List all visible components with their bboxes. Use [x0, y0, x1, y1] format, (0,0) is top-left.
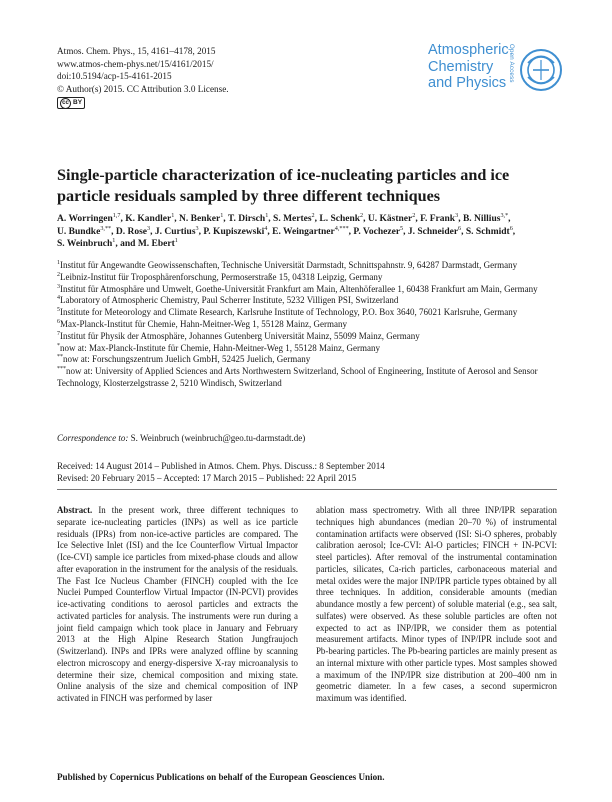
- author-separator: , and: [115, 239, 138, 249]
- author-affiliation-mark: 3,**: [100, 224, 112, 232]
- author-separator: ,: [458, 214, 463, 224]
- copyright-line: © Author(s) 2015. CC Attribution 3.0 License.: [57, 83, 229, 94]
- author-separator: ,: [403, 226, 408, 237]
- author-separator: ,: [198, 226, 204, 237]
- brand-line-1: Atmospheric: [428, 42, 509, 58]
- dates-line-1: Received: 14 August 2014 – Published in Atmos. Chem. Phys. Discuss.: 8 September 2014: [57, 461, 385, 471]
- author-name: F. Frank$^3$: [420, 211, 459, 224]
- author-separator: ,: [512, 226, 516, 237]
- author-separator: ,: [174, 214, 180, 224]
- author-name: J. Curtius$^3$: [154, 224, 199, 237]
- abstract-text-2: ablation mass spectrometry. With all three INP/IPR separation techniques high abundances (median 20–70 %) of instrumental contamination artifacts were observed (ISI: Si-O spheres, probably calibration aerosol; Ice-CVI: Al-O particles; FINCH + IN-PCVI: steel particles). After removal of the instrumental contamination particles, silicates, Ca-rich particles, carbonaceous material and metal oxides were the major INP/IPR particle types obtained by all three techniques. In addition, considerable amounts (median abundance mostly a few percent) of soluble material (e.g., sea salt, sulfates) were observed. As these soluble particles are often not expected to act as INP/IPR, we consider them as potential measurement artifacts. Minor types of INP/IPR include soot and Pb-bearing particles. The Pb-bearing particles are mainly present as an internal mixture with other particle types. Most samples showed a maximum of the INP/IPR size distribution at 200–400 nm in geometric diameter. In a few cases, a second supermicron maximum was identified.: [316, 505, 557, 703]
- author-separator: ,: [508, 214, 511, 224]
- author-name: M. Ebert$^1$: [137, 236, 178, 249]
- author-affiliation-mark: 6: [458, 224, 462, 232]
- correspondence: [57, 432, 305, 444]
- author-name: P. Vochezer$^5$: [353, 224, 404, 237]
- affiliation-mark: **: [57, 354, 63, 361]
- author-affiliation-mark: 1: [220, 211, 224, 219]
- affiliation-mark: ***: [57, 366, 66, 373]
- author-name: D. Rose$^3$: [115, 224, 151, 237]
- affiliation-mark: 5: [57, 307, 60, 314]
- cc-license-badge: [57, 97, 85, 109]
- affiliation-text: Leibniz-Institut für Troposphärenforschung, Permoserstraße 15, 04318 Leipzig, Germany: [60, 271, 383, 282]
- affiliation-mark: 4: [57, 295, 60, 302]
- abstract-label: Abstract.: [57, 505, 93, 515]
- author-separator: ,: [268, 214, 274, 224]
- author-separator: ,: [461, 226, 466, 237]
- affiliation-text: now at: Forschungszentrum Juelich GmbH, 52425 Juelich, Germany: [63, 354, 311, 365]
- author-separator: ,: [314, 214, 320, 224]
- affiliation-item: [57, 307, 562, 319]
- affiliation-item: [57, 272, 562, 284]
- egu-logo-icon: [519, 48, 563, 92]
- cc-by-label: BY: [73, 99, 83, 107]
- journal-brand: [428, 42, 509, 92]
- correspondence-text[interactable]: S. Weinbruch (weinbruch@geo.tu-darmstadt.de): [130, 433, 306, 443]
- author-affiliation-mark: 6: [509, 224, 513, 232]
- brand-line-2: Chemistry: [428, 58, 494, 75]
- cc-icon: cc: [60, 98, 71, 109]
- author-separator: ,: [223, 214, 228, 224]
- author-affiliation-mark: 1,7: [112, 211, 121, 219]
- publication-dates: [57, 460, 385, 484]
- affiliation-text: Institute for Meteorology and Climate Research, Karlsruhe Institute of Technology, P.O. Box 3640, 76021 Karlsruhe, Germany: [60, 307, 518, 318]
- author-name: U. Bundke$^{3,**}$: [57, 224, 112, 237]
- author-affiliation-mark: 1: [171, 211, 175, 219]
- author-affiliation-mark: 4,***: [334, 224, 349, 232]
- affiliation-text: Institut für Physik der Atmosphäre, Johannes Gutenberg Universität Mainz, 55099 Mainz, Germany: [60, 330, 420, 341]
- journal-meta: [57, 45, 229, 109]
- affiliation-text: Laboratory of Atmospheric Chemistry, Paul Scherrer Institute, 5232 Villigen PSI, Switzerland: [60, 295, 399, 306]
- author-affiliation-mark: 3: [147, 224, 151, 232]
- affiliation-mark: 3: [57, 283, 60, 290]
- article-doi[interactable]: doi:10.5194/acp-15-4161-2015: [57, 71, 172, 82]
- author-affiliation-mark: 1: [265, 211, 269, 219]
- journal-ref: Atmos. Chem. Phys., 15, 4161–4178, 2015: [57, 46, 216, 56]
- author-list: [57, 213, 562, 251]
- affiliation-text: Max-Planck-Institut für Chemie, Hahn-Meitner-Weg 1, 55128 Mainz, Germany: [60, 318, 348, 329]
- abstract-text-1: In the present work, three different techniques to separate ice-nucleating particles (INPs) as well as ice particle residuals (IPRs) from non-ice-active particles are compared. The Ice Selective Inlet (ISI) and the Ice Counterflow Virtual Impactor (Ice-CVI) sample ice particles from mixed-phase clouds and allow after evaporation in the instrument for the analysis of the residuals. The Fast Ice Nucleus Chamber (FINCH) coupled with the Ice Nuclei Pumped Counterflow Virtual Impactor (IN-PCVI) provides ice-activating conditions to aerosol particles and extracts the activated particles for analysis. The instruments were run during a joint field campaign which took place in January and February 2013 at the High Alpine Research Station Jungfraujoch (Switzerland). INPs and IPRs were analyzed offline by scanning electron microscopy and energy-dispersive X-ray microanalysis to determine their size, chemical composition and mixing state. Online analysis of the size and chemical composition of INP activated in FINCH was performed by laser: [57, 505, 299, 703]
- open-access-label: Open Access: [508, 44, 515, 83]
- abstract-column-1: [57, 505, 298, 705]
- dates-line-2: Revised: 20 February 2015 – Accepted: 17 March 2015 – Published: 22 April 2015: [57, 473, 357, 484]
- author-separator: ,: [363, 214, 368, 224]
- author-name: P. Kupiszewski$^4$: [203, 224, 268, 237]
- affiliation-item: [57, 331, 562, 343]
- affiliation-text: now at: Max-Planck-Institute für Chemie, Hahn-Meitner-Weg 1, 55128 Mainz, Germany: [60, 342, 381, 353]
- affiliation-text: Institut für Angewandte Geowissenschaften, Technische Universität Darmstadt, Schnittspahnstr. 9, 64287 Darmstadt, Germany: [60, 260, 518, 270]
- affiliation-item: [57, 366, 562, 390]
- affiliation-item: [57, 295, 562, 307]
- author-name: S. Mertes$^2$: [273, 211, 315, 224]
- affiliation-mark: 2: [57, 271, 60, 278]
- divider: [57, 489, 557, 490]
- author-name: U. Kästner$^2$: [367, 211, 416, 224]
- paper-title: Single-particle characterization of ice-nucleating particles and ice particle residuals sampled by three different techniques: [57, 166, 510, 205]
- affiliation-item: [57, 343, 562, 355]
- article-url[interactable]: www.atmos-chem-phys.net/15/4161/2015/: [57, 58, 214, 69]
- author-separator: ,: [111, 226, 116, 237]
- author-affiliation-mark: 3: [195, 224, 199, 232]
- author-affiliation-mark: 3: [455, 211, 459, 219]
- correspondence-label: Correspondence to:: [57, 433, 129, 443]
- author-name: N. Benker$^1$: [179, 211, 224, 224]
- author-name: S. Schmidt$^6$: [465, 224, 513, 237]
- publisher-footer: Published by Copernicus Publications on behalf of the European Geosciences Union.: [57, 772, 385, 782]
- author-name: A. Worringen$^{1,7}$: [57, 211, 121, 224]
- author-name: L. Schenk$^2$: [319, 211, 364, 224]
- author-name: E. Weingartner$^{4,***}$: [272, 224, 349, 237]
- author-separator: ,: [415, 214, 421, 224]
- author-separator: ,: [267, 226, 273, 237]
- affiliation-item: [57, 284, 562, 296]
- author-name: T. Dirsch$^1$: [227, 211, 269, 224]
- author-affiliation-mark: 2: [311, 211, 315, 219]
- brand-line-3: and Physics: [428, 75, 507, 91]
- affiliation-mark: 1: [57, 260, 60, 266]
- author-separator: ,: [348, 226, 354, 237]
- author-affiliation-mark: 2: [360, 211, 364, 219]
- abstract-column-2: [316, 505, 557, 705]
- author-affiliation-mark: 4: [264, 224, 268, 232]
- affiliation-list: [57, 260, 562, 390]
- affiliation-item: [57, 354, 562, 366]
- author-name: J. Schneider$^6$: [407, 224, 462, 237]
- author-affiliation-mark: 1: [174, 236, 178, 244]
- author-affiliation-mark: 1: [112, 236, 116, 244]
- author-separator: ,: [120, 214, 126, 224]
- affiliation-item: [57, 319, 562, 331]
- author-affiliation-mark: 2: [412, 211, 416, 219]
- affiliation-item: [57, 260, 562, 272]
- author-name: K. Kandler$^1$: [125, 211, 175, 224]
- affiliation-mark: *: [57, 342, 60, 349]
- affiliation-mark: 7: [57, 330, 60, 337]
- affiliation-text: now at: University of Applied Sciences and Arts Northwestern Switzerland, School of Engineering, Institute of Aerosol and Sensor Technology, Klosterzelgstrasse 2, 5210 Windisch, Switzerland: [57, 366, 538, 388]
- author-affiliation-mark: 5: [400, 224, 404, 232]
- affiliation-text: Institut für Atmosphäre und Umwelt, Goethe-Universität Frankfurt am Main, Altenhöferallee 1, 60438 Frankfurt am Main, Germany: [60, 283, 538, 294]
- author-affiliation-mark: 3,*: [500, 211, 509, 219]
- author-separator: ,: [150, 226, 155, 237]
- author-name: S. Weinbruch$^1$: [57, 236, 116, 249]
- author-name: B. Nillius$^{3,*}$: [462, 211, 509, 224]
- affiliation-mark: 6: [57, 318, 60, 325]
